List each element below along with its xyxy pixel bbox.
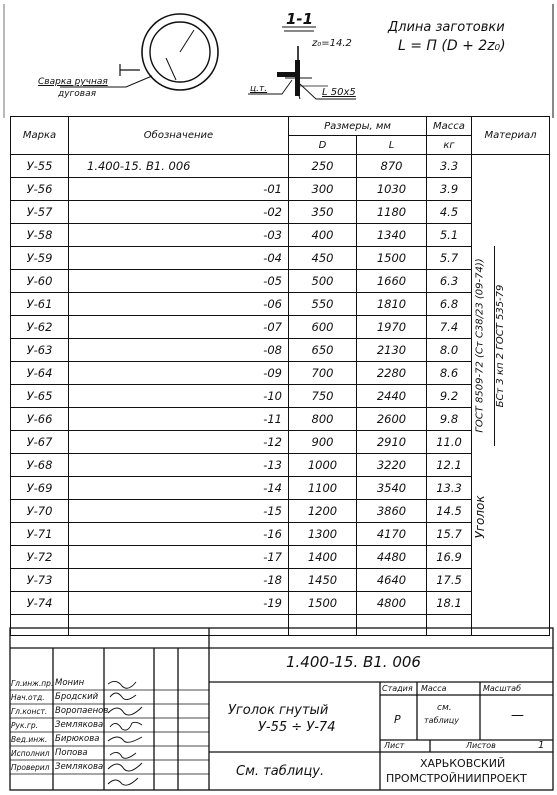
staff-name: Бродский <box>55 692 99 702</box>
staff-role: Гл.инж.пр. <box>11 679 54 688</box>
table-row <box>11 155 550 178</box>
cell-d: 700 <box>289 362 357 385</box>
cell-mass: 7.4 <box>427 316 472 339</box>
cell-designation: -07 <box>69 316 289 339</box>
scale-label: Масштаб <box>483 684 522 693</box>
cell-designation: -09 <box>69 362 289 385</box>
header-dim-d: D <box>289 136 357 155</box>
cell-designation: -19 <box>69 592 289 615</box>
item-name-line2: У-55 ÷ У-74 <box>258 720 336 735</box>
staff-name: Землякова <box>55 762 104 772</box>
cell-mark: У-67 <box>11 431 69 454</box>
sheet-label: Лист <box>384 741 405 750</box>
cell-mark: У-69 <box>11 477 69 500</box>
signatures <box>108 681 142 785</box>
staff-role: Проверил <box>11 763 50 772</box>
cell-designation: 1.400-15. В1. 006 <box>69 155 289 178</box>
cell-d: 650 <box>289 339 357 362</box>
org-line2: ПРОМСТРОЙНИИПРОЕКТ <box>386 772 527 785</box>
section-label: 1-1 <box>286 10 314 28</box>
cell-mass: 11.0 <box>427 431 472 454</box>
material-cell <box>472 155 550 636</box>
cell-mark: У-63 <box>11 339 69 362</box>
cell-d: 750 <box>289 385 357 408</box>
weld-note-line1: Сварка ручная <box>38 77 108 87</box>
cell-l: 2910 <box>357 431 427 454</box>
cell-designation: -04 <box>69 247 289 270</box>
cell-d: 300 <box>289 178 357 201</box>
staff-role: Исполнил <box>11 749 50 758</box>
cell-designation: -11 <box>69 408 289 431</box>
staff-role: Гл.конст. <box>11 707 48 716</box>
cell-d: 250 <box>289 155 357 178</box>
cell-l: 1030 <box>357 178 427 201</box>
cell-mass: 18.1 <box>427 592 472 615</box>
cell-designation: -17 <box>69 546 289 569</box>
cell-l: 3220 <box>357 454 427 477</box>
cell-mark: У-64 <box>11 362 69 385</box>
staff-name: Бирюкова <box>55 734 100 744</box>
staff-role: Нач.отд. <box>11 693 45 702</box>
profile-label: L 50x5 <box>322 87 356 98</box>
staff-name: Попова <box>55 748 88 758</box>
table-row <box>11 454 550 477</box>
cell-designation: -16 <box>69 523 289 546</box>
cell-l: 2280 <box>357 362 427 385</box>
spec-table <box>10 116 550 636</box>
cell-mark: У-73 <box>11 569 69 592</box>
cell-mark: У-72 <box>11 546 69 569</box>
cell-mass: 8.6 <box>427 362 472 385</box>
cell-d: 1200 <box>289 500 357 523</box>
cell-mark: У-74 <box>11 592 69 615</box>
cell-designation: -10 <box>69 385 289 408</box>
staff-role: Вед.инж. <box>11 735 48 744</box>
cell-mass: 6.8 <box>427 293 472 316</box>
cell-designation: -08 <box>69 339 289 362</box>
cell-mass: 9.2 <box>427 385 472 408</box>
stage-value: Р <box>394 713 401 726</box>
cell-designation: -14 <box>69 477 289 500</box>
header-dim-l: L <box>357 136 427 155</box>
cell-d: 1500 <box>289 592 357 615</box>
scale-value: — <box>511 708 524 723</box>
cell-l: 1970 <box>357 316 427 339</box>
cell-d: 800 <box>289 408 357 431</box>
cell-mass: 8.0 <box>427 339 472 362</box>
ct-label: ц.т. <box>250 84 268 94</box>
cell-designation: -05 <box>69 270 289 293</box>
cell-d: 1300 <box>289 523 357 546</box>
cell-d: 1100 <box>289 477 357 500</box>
material-name: Уголок <box>473 495 487 539</box>
cell-l: 3540 <box>357 477 427 500</box>
cell-mass: 14.5 <box>427 500 472 523</box>
cell-mass: 16.9 <box>427 546 472 569</box>
table-row <box>11 592 550 615</box>
cell-mark: У-68 <box>11 454 69 477</box>
table-row-empty <box>11 615 550 636</box>
table-row <box>11 201 550 224</box>
table-row <box>11 431 550 454</box>
cell-mark: У-62 <box>11 316 69 339</box>
doc-number: 1.400-15. В1. 006 <box>286 653 421 671</box>
cell-l: 2130 <box>357 339 427 362</box>
cell-d: 350 <box>289 201 357 224</box>
staff-role: Рук.гр. <box>11 721 38 730</box>
cell-mass: 5.1 <box>427 224 472 247</box>
cell-l: 1810 <box>357 293 427 316</box>
sheets-label: Листов <box>466 741 496 750</box>
cell-mark: У-59 <box>11 247 69 270</box>
header-designation: Обозначение <box>69 117 289 155</box>
cell-l: 1340 <box>357 224 427 247</box>
sheets-value: 1 <box>538 740 545 751</box>
cell-mark: У-60 <box>11 270 69 293</box>
table-row <box>11 523 550 546</box>
org-line1: ХАРЬКОВСКИЙ <box>420 757 506 770</box>
cell-l: 1180 <box>357 201 427 224</box>
table-row <box>11 569 550 592</box>
cell-l: 4480 <box>357 546 427 569</box>
cell-designation: -18 <box>69 569 289 592</box>
cell-d: 450 <box>289 247 357 270</box>
z-value-label: z₀=14.2 <box>312 38 352 49</box>
cell-mass: 9.8 <box>427 408 472 431</box>
cell-l: 4800 <box>357 592 427 615</box>
blank-length-formula: L = Π (D + 2z₀) <box>398 38 506 54</box>
header-material: Материал <box>472 117 550 155</box>
cell-d: 900 <box>289 431 357 454</box>
staff-name: Воропаенов <box>55 706 109 716</box>
table-row <box>11 408 550 431</box>
cell-mass: 3.3 <box>427 155 472 178</box>
cell-l: 870 <box>357 155 427 178</box>
table-row <box>11 500 550 523</box>
staff-name: Землякова <box>55 720 104 730</box>
mass-value-line1: см. <box>437 703 452 713</box>
material-gost-bottom: БСт 3 кп 2 ГОСТ 535-79 <box>494 246 506 446</box>
cell-mark: У-65 <box>11 385 69 408</box>
cell-mark: У-55 <box>11 155 69 178</box>
cell-designation: -01 <box>69 178 289 201</box>
cell-mass: 5.7 <box>427 247 472 270</box>
cell-mass: 12.1 <box>427 454 472 477</box>
weld-note-line2: дуговая <box>58 89 97 99</box>
header-mark: Марка <box>11 117 69 155</box>
table-row <box>11 546 550 569</box>
cell-designation: -15 <box>69 500 289 523</box>
cell-l: 4640 <box>357 569 427 592</box>
cell-mass: 3.9 <box>427 178 472 201</box>
table-row <box>11 247 550 270</box>
table-row <box>11 293 550 316</box>
table-row <box>11 270 550 293</box>
cell-designation: -03 <box>69 224 289 247</box>
cell-mark: У-57 <box>11 201 69 224</box>
cell-l: 1500 <box>357 247 427 270</box>
cell-d: 500 <box>289 270 357 293</box>
material-gost-top: ГОСТ 8509-72 (Ст С38/23 (09-74)) <box>474 258 486 433</box>
cell-designation: -12 <box>69 431 289 454</box>
cell-l: 4170 <box>357 523 427 546</box>
cell-mass: 15.7 <box>427 523 472 546</box>
staff-name: Монин <box>55 678 85 688</box>
table-row <box>11 477 550 500</box>
cell-mark: У-58 <box>11 224 69 247</box>
cell-mark: У-71 <box>11 523 69 546</box>
cell-d: 400 <box>289 224 357 247</box>
table-row <box>11 385 550 408</box>
cell-mass: 4.5 <box>427 201 472 224</box>
header-mass: Масса <box>427 117 472 136</box>
stage-label: Стадия <box>382 684 413 693</box>
table-row <box>11 362 550 385</box>
cell-mass: 13.3 <box>427 477 472 500</box>
table-row <box>11 339 550 362</box>
cell-mark: У-61 <box>11 293 69 316</box>
see-table: См. таблицу. <box>236 764 325 779</box>
cell-d: 600 <box>289 316 357 339</box>
cell-mark: У-66 <box>11 408 69 431</box>
item-name-line1: Уголок гнутый <box>228 703 329 718</box>
table-row <box>11 316 550 339</box>
table-row <box>11 224 550 247</box>
cell-l: 2600 <box>357 408 427 431</box>
blank-length-title: Длина заготовки <box>388 20 505 35</box>
section-drawing <box>0 0 557 118</box>
cell-mass: 6.3 <box>427 270 472 293</box>
header-mass-unit: кг <box>427 136 472 155</box>
cell-d: 1400 <box>289 546 357 569</box>
cell-designation: -06 <box>69 293 289 316</box>
cell-d: 1450 <box>289 569 357 592</box>
cell-l: 1660 <box>357 270 427 293</box>
cell-mark: У-70 <box>11 500 69 523</box>
cell-l: 2440 <box>357 385 427 408</box>
cell-designation: -13 <box>69 454 289 477</box>
mass-value-line2: таблицу <box>424 716 459 725</box>
table-row <box>11 178 550 201</box>
cell-d: 1000 <box>289 454 357 477</box>
header-dimensions: Размеры, мм <box>289 117 427 136</box>
cell-designation: -02 <box>69 201 289 224</box>
mass-label: Масса <box>421 684 447 693</box>
cell-mass: 17.5 <box>427 569 472 592</box>
cell-mark: У-56 <box>11 178 69 201</box>
cell-d: 550 <box>289 293 357 316</box>
cell-l: 3860 <box>357 500 427 523</box>
